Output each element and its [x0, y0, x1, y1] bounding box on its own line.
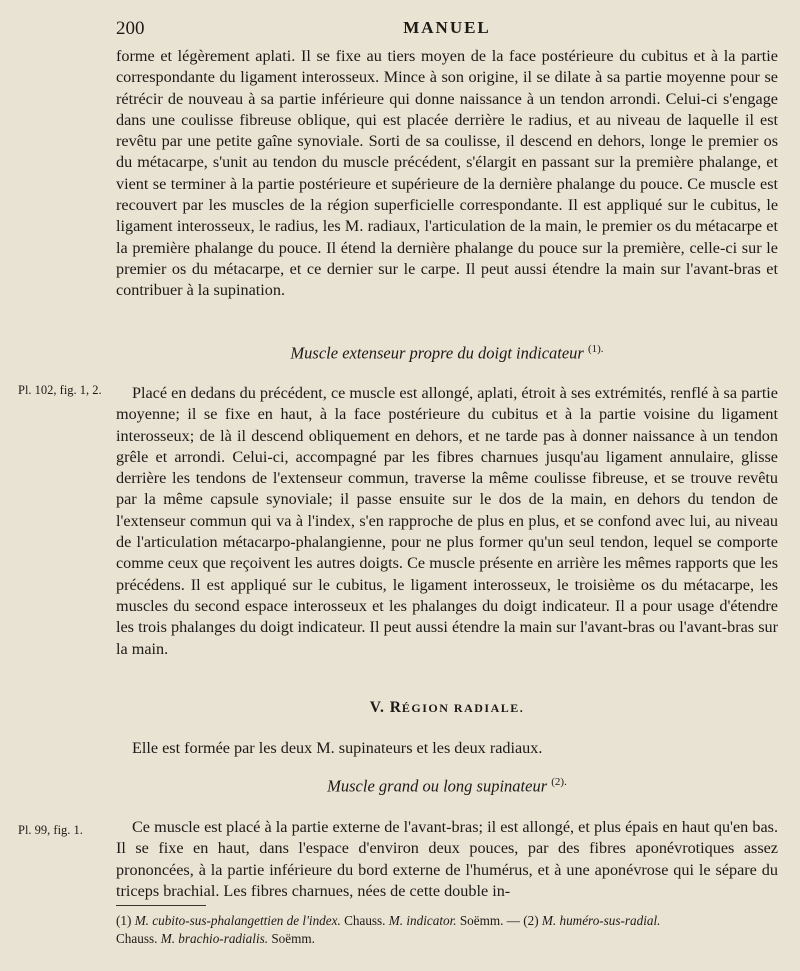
footnote-1-term-b: M. indicator. [388, 913, 457, 928]
paragraph-extensor-pollicis: forme et légèrement aplati. Il se fixe au tiers moyen de la face postérieure du cubitus et à la partie correspondante du ligament interosseux. Mince à son origine, il se dilate à sa partie moyenne pour se rétrécir de nouveau à sa partie inférieure qui donne naissance à un tendon arrondi. Celui-ci s'engage dans une coulisse fibreuse oblique, qui est placée derrière le radius, et au niveau de laquelle il est revêtu par une petite gaîne synoviale. Sorti de sa coulisse, il descend en dehors, longe le premier os du métacarpe, s'unit au tendon du muscle précédent, s'élargit en passant sur la première phalange, et vient se terminer à la partie postérieure et supérieure de la dernière phalange du pouce. Ce muscle est recouvert par les muscles de la région superficielle correspondante. Il est appliqué sur le cubitus, le ligament interosseux, le radius, les M. radiaux, l'articulation de la main, le premier os du métacarpe et la première phalange du pouce. Il étend la dernière phalange du pouce sur la première, celle-ci sur le premier os du métacarpe, et ce dernier sur le carpe. Il peut aussi étendre la main sur l'avant-bras et contribuer à la supination. [116, 47, 778, 300]
heading-long-supinator-text: Muscle grand ou long supinateur [327, 776, 548, 796]
margin-note-plate-99: Pl. 99, fig. 1. [18, 823, 83, 837]
footnote-line-2 [116, 930, 778, 948]
page-number: 200 [116, 18, 145, 39]
paragraph-extensor-indicis: Placé en dedans du précédent, ce muscle est allongé, aplati, étroit à ses extrémités, renflé à sa partie moyenne; il se fixe en haut, à la face postérieure du cubitus et à la partie voisine du ligament interosseux; de là il descend obliquement en dehors, et ne tarde pas à donner naissance à un tendon grêle et arrondi. Celui-ci, accompagné par les fibres charnues jusqu'au ligament annulaire, glisse derrière les tendons de l'extenseur commun, traverse la même coulisse fibreuse, et se trouve revêtu par la même capsule synoviale; il passe ensuite sur le dos de la main, en dehors du tendon de l'extenseur commun qui va à l'index, s'en rapproche de plus en plus, et se confond avec lui, au niveau de l'articulation métacarpo-phalangienne, pour ne plus former qu'un seul tendon, lequel se comporte comme ceux que reçoivent les autres doigts. Ce muscle présente en arrière les mêmes rapports que les précédens. Il est appliqué sur le cubitus, le ligament interosseux, le troisième os du métacarpe, les muscles du second espace interosseux et les phalanges du doigt indicateur. Il a pour usage d'étendre les trois phalanges du doigt indicateur. Il peut aussi étendre la main sur l'avant-bras ou l'avant-bras sur la main. [116, 384, 778, 658]
footnote-line-1 [116, 912, 778, 930]
footnote-ref-1: (1). [587, 343, 604, 355]
footnote-ref-2: (2). [551, 776, 567, 788]
paragraph-long-supinator: Ce muscle est placé à la partie externe de l'avant-bras; il est allongé, et plus épais en haut qu'en bas. Il se fixe en haut, dans l'espace d'environ deux pouces, par des fibres aponévrotiques assez prononcées, à la partie inférieure du bord externe de l'humérus, et à une aponévrose qui le sépare du triceps brachial. Les fibres charnues, nées de cette double in- [116, 818, 778, 900]
footnote-1-mark: (1) [116, 913, 132, 928]
footnote-2-term-a: M. huméro-sus-radial. [541, 913, 661, 928]
footnote-1-term-a: M. cubito-sus-phalangettien de l'index. [134, 913, 341, 928]
margin-note-plate-102: Pl. 102, fig. 1, 2. [18, 383, 102, 397]
footnotes [116, 912, 778, 948]
footnote-2-mark: (2) [523, 913, 539, 928]
footnote-2-author-a: Chauss. [116, 931, 158, 946]
paragraph-radial-region-intro: Elle est formée par les deux M. supinateurs et les deux radiaux. [132, 739, 543, 757]
heading-extensor-indicis-text: Muscle extenseur propre du doigt indicateur [290, 343, 584, 363]
section-heading-prefix: V. R [369, 699, 402, 716]
footnote-rule [116, 905, 206, 906]
footnote-2-author-b: Soëmm. [271, 931, 315, 946]
heading-extensor-indicis [116, 343, 778, 364]
footnote-2-term-b: M. brachio-radialis. [160, 931, 269, 946]
footnote-1-author-b: Soëmm. — [459, 913, 520, 928]
section-heading-rest: ÉGION RADIALE. [401, 701, 525, 715]
footnote-1-author-a: Chauss. [344, 913, 386, 928]
section-heading-radial-region [116, 699, 778, 717]
heading-long-supinator [116, 776, 778, 797]
page-header [116, 14, 778, 40]
running-head: MANUEL [403, 18, 491, 37]
